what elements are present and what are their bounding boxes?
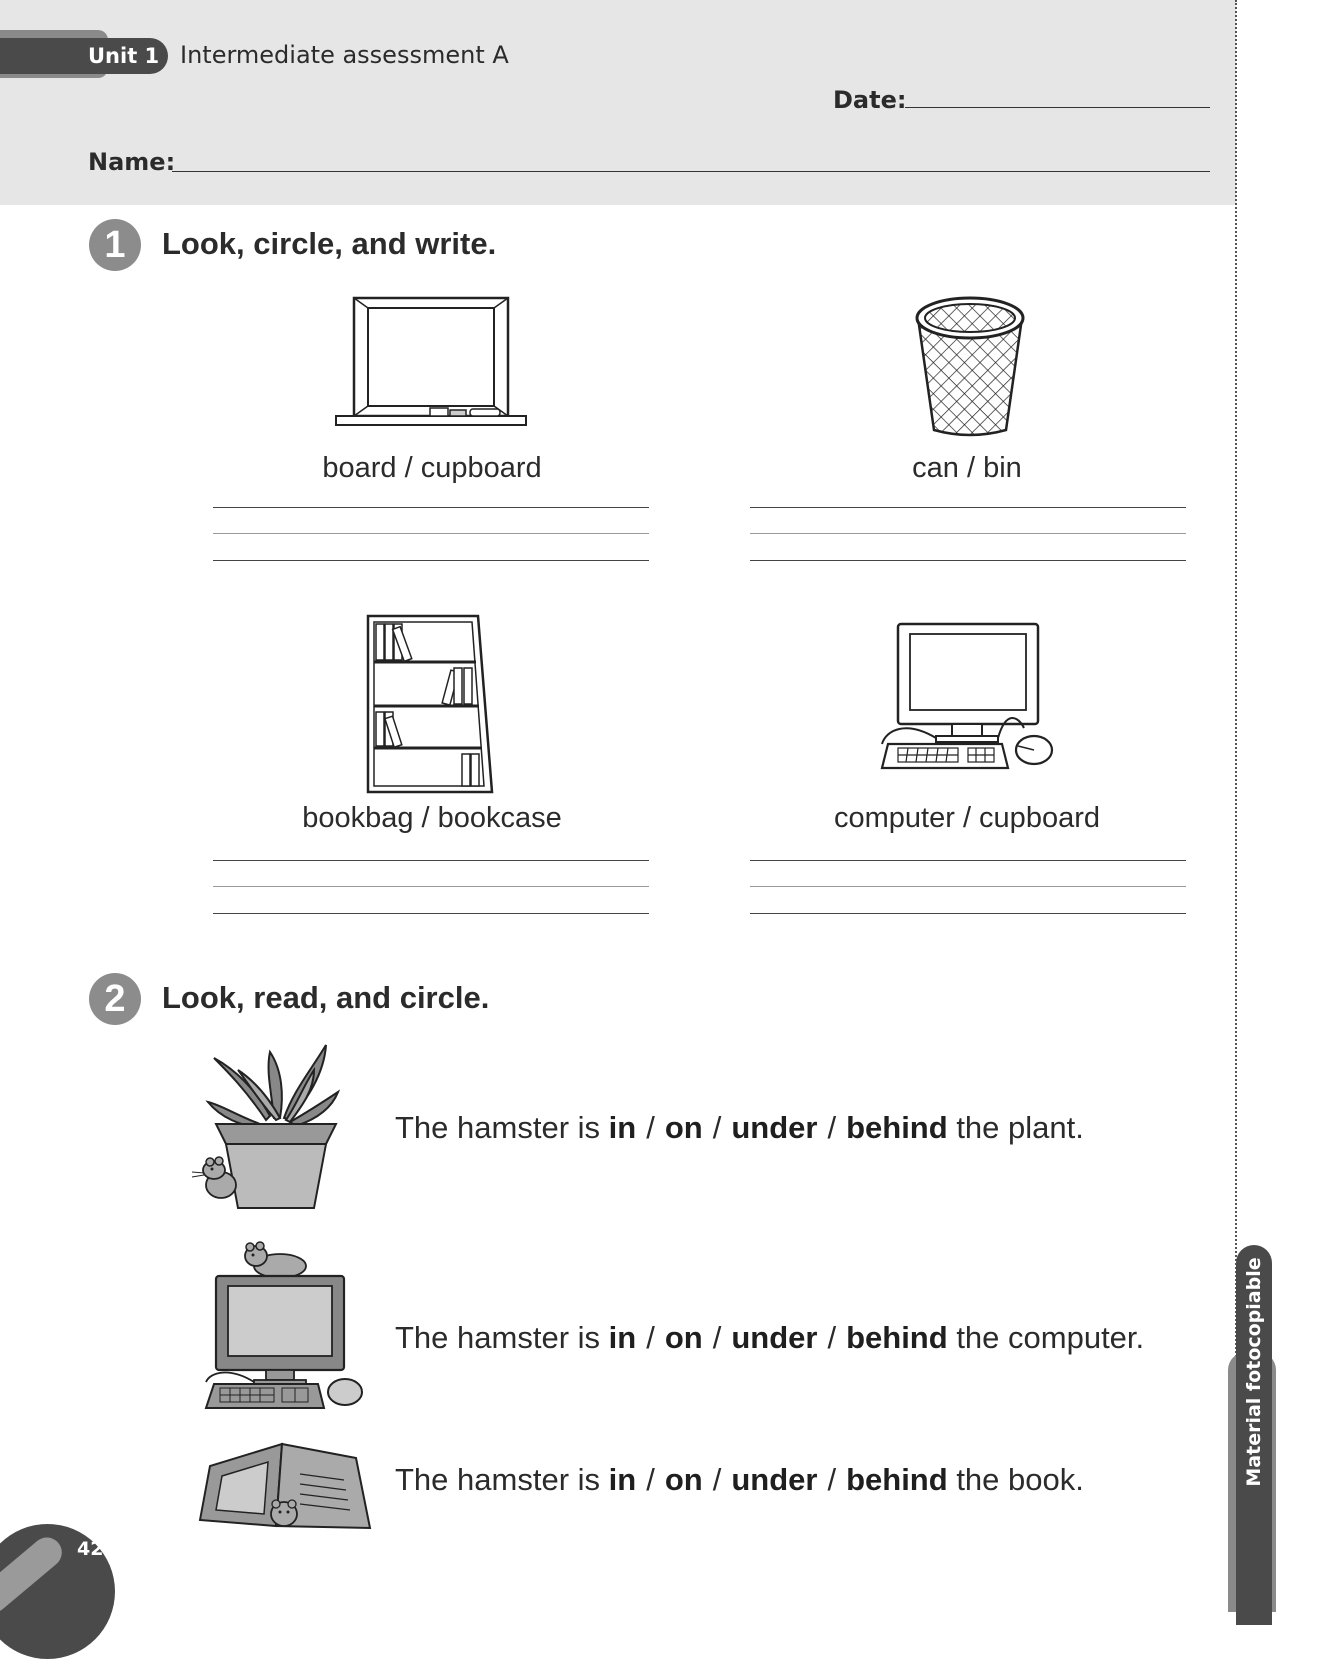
answer-line-1a[interactable] bbox=[213, 507, 649, 508]
item-computer-cupboard-choices[interactable]: computer / cupboard bbox=[834, 802, 1100, 834]
exercise-1-instruction: Look, circle, and write. bbox=[162, 226, 497, 261]
option-under[interactable]: under bbox=[731, 1320, 818, 1355]
option-under[interactable]: under bbox=[731, 1462, 818, 1497]
hamster-computer-picture bbox=[200, 1232, 370, 1412]
unit-tab: Unit 1 bbox=[0, 38, 168, 74]
photocopiable-label: Material fotocopiable bbox=[1243, 1257, 1265, 1487]
sentence-plant: The hamster is in / on / under / behind the plant. bbox=[395, 1110, 1084, 1145]
page-number: 42 bbox=[77, 1538, 104, 1560]
sentence-start: The hamster is bbox=[395, 1462, 601, 1497]
wastebasket-picture bbox=[910, 292, 1030, 442]
computer-picture bbox=[876, 620, 1061, 780]
date-field[interactable] bbox=[905, 107, 1210, 108]
sentence-start: The hamster is bbox=[395, 1110, 601, 1145]
option-in[interactable]: in bbox=[608, 1462, 637, 1497]
sentence-start: The hamster is bbox=[395, 1320, 601, 1355]
sentence-ending: the plant. bbox=[956, 1110, 1084, 1145]
answer-guide-line bbox=[213, 886, 649, 887]
answer-guide-line bbox=[750, 533, 1186, 534]
answer-line-3a[interactable] bbox=[213, 860, 649, 861]
option-on[interactable]: on bbox=[664, 1462, 703, 1497]
assessment-title: Intermediate assessment A bbox=[180, 41, 509, 69]
option-in[interactable]: in bbox=[608, 1110, 637, 1145]
bookcase-picture bbox=[364, 612, 504, 797]
option-behind[interactable]: behind bbox=[846, 1110, 948, 1145]
sentence-ending: the computer. bbox=[956, 1320, 1145, 1355]
hamster-plant-picture bbox=[186, 1040, 366, 1215]
sentence-computer: The hamster is in / on / under / behind the computer. bbox=[395, 1320, 1145, 1355]
exercise-2-badge: 2 bbox=[89, 973, 141, 1025]
answer-line-4a[interactable] bbox=[750, 860, 1186, 861]
sentence-book: The hamster is in / on / under / behind the book. bbox=[395, 1462, 1084, 1497]
item-board-cupboard-choices[interactable]: board / cupboard bbox=[322, 452, 542, 484]
option-behind[interactable]: behind bbox=[846, 1320, 948, 1355]
name-field[interactable] bbox=[172, 171, 1210, 172]
answer-line-2a[interactable] bbox=[750, 507, 1186, 508]
option-on[interactable]: on bbox=[664, 1320, 703, 1355]
answer-guide-line bbox=[213, 533, 649, 534]
item-can-bin-choices[interactable]: can / bin bbox=[912, 452, 1022, 484]
answer-line-4b[interactable] bbox=[750, 913, 1186, 914]
hamster-book-picture bbox=[196, 1436, 376, 1536]
answer-line-2b[interactable] bbox=[750, 560, 1186, 561]
date-label: Date: bbox=[833, 86, 907, 114]
option-in[interactable]: in bbox=[608, 1320, 637, 1355]
item-bookbag-bookcase-choices[interactable]: bookbag / bookcase bbox=[302, 802, 562, 834]
answer-line-1b[interactable] bbox=[213, 560, 649, 561]
board-picture bbox=[332, 292, 532, 437]
option-behind[interactable]: behind bbox=[846, 1462, 948, 1497]
answer-guide-line bbox=[750, 886, 1186, 887]
exercise-1-badge: 1 bbox=[89, 219, 141, 271]
name-label: Name: bbox=[88, 148, 176, 176]
option-under[interactable]: under bbox=[731, 1110, 818, 1145]
answer-line-3b[interactable] bbox=[213, 913, 649, 914]
header-band bbox=[0, 0, 1236, 205]
option-on[interactable]: on bbox=[664, 1110, 703, 1145]
sentence-ending: the book. bbox=[956, 1462, 1084, 1497]
exercise-2-instruction: Look, read, and circle. bbox=[162, 980, 490, 1015]
